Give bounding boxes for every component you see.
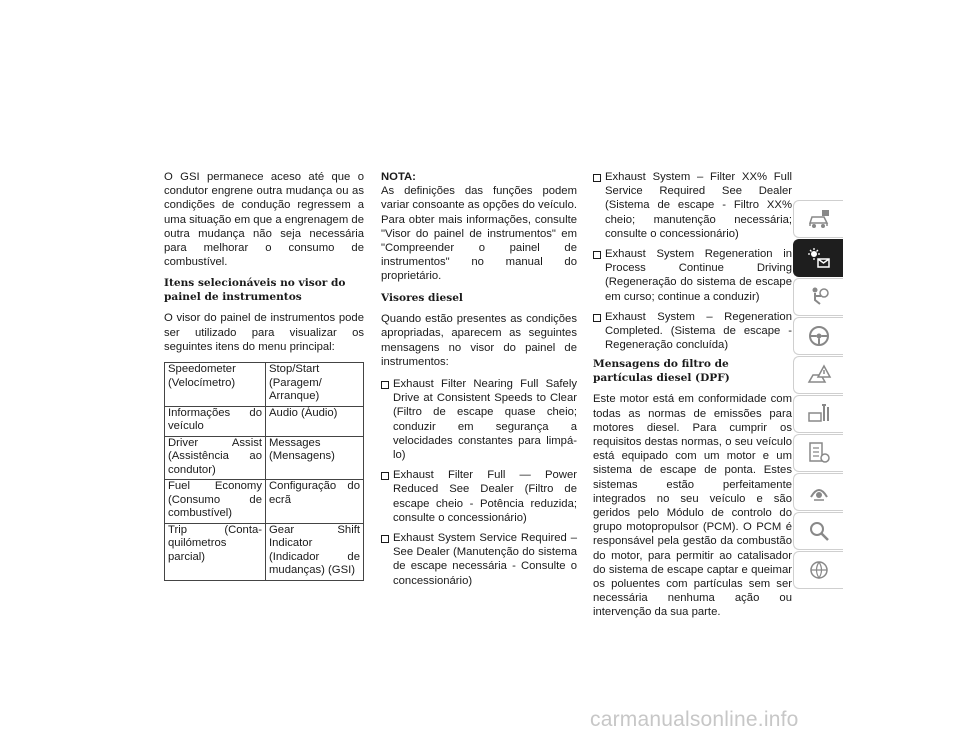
table-row bbox=[165, 436, 364, 480]
list-item-text: Exhaust System Service Required – See Dealer (Manutenção do sistema de escape necessária - Consulte o concessionário) bbox=[393, 531, 577, 587]
menu-items-table bbox=[164, 362, 364, 581]
list-item bbox=[593, 247, 792, 304]
car-info-icon bbox=[806, 206, 832, 232]
tab-emergency[interactable] bbox=[793, 356, 843, 394]
note-label: NOTA: bbox=[381, 171, 416, 183]
service-tools-icon bbox=[806, 401, 832, 427]
list-item bbox=[381, 468, 577, 525]
table-cell: Messages (Mensagens) bbox=[266, 436, 364, 480]
table-cell: Trip (Conta-quilómetros parcial) bbox=[165, 523, 266, 580]
intro-paragraph: O GSI permanece aceso até que o condutor engrene outra mudança ou as condições de condução regressem a uma situação em que a engrenagem de outra mudança não seja necessária para melhorar o consumo de combustível. bbox=[164, 171, 364, 269]
chapter-tab-strip bbox=[793, 200, 843, 590]
table-row bbox=[165, 480, 364, 524]
table-row bbox=[165, 406, 364, 436]
table-cell: Gear Shift Indicator (Indicador de mudanças) (GSI) bbox=[266, 523, 364, 580]
menu-paragraph: O visor do painel de instrumentos pode ser utilizado para visualizar os seguintes itens do menu principal: bbox=[164, 312, 364, 353]
tab-specifications[interactable] bbox=[793, 434, 843, 472]
table-cell: Stop/Start (Paragem/ Arranque) bbox=[266, 363, 364, 407]
checkbox-bullet-icon bbox=[593, 251, 601, 259]
search-index-icon bbox=[806, 518, 832, 544]
table-cell: Driver Assist (Assistência ao condutor) bbox=[165, 436, 266, 480]
language-globe-icon bbox=[806, 557, 832, 583]
exhaust-messages-list bbox=[593, 170, 792, 352]
column-middle bbox=[381, 170, 577, 594]
checkbox-bullet-icon bbox=[381, 535, 389, 543]
roadside-hazard-icon bbox=[806, 362, 832, 388]
list-item-text: Exhaust System – Filter XX% Full Service Required See Dealer (Sistema de escape - Filtro XX% cheio; manutenção necessária; consulte o concessionário) bbox=[605, 171, 792, 240]
table-cell: Configuração do ecrã bbox=[266, 480, 364, 524]
steering-wheel-icon bbox=[806, 323, 832, 349]
section-heading-dpf: Mensagens do filtro de partículas diesel (DPF) bbox=[593, 358, 730, 384]
checkbox-bullet-icon bbox=[593, 174, 601, 182]
table-cell: Audio (Áudio) bbox=[266, 406, 364, 436]
tab-index[interactable] bbox=[793, 512, 843, 550]
list-item bbox=[381, 531, 577, 588]
list-item bbox=[593, 170, 792, 241]
tab-safety[interactable] bbox=[793, 278, 843, 316]
list-item-text: Exhaust System Regeneration in Process Continue Driving (Regeneração do sistema de escape em curso; continue a conduzir) bbox=[605, 248, 792, 303]
note-block bbox=[381, 170, 577, 284]
section-heading-selectable-items: Itens selecionáveis no visor do painel de instrumentos bbox=[164, 277, 346, 303]
table-cell: Speedometer (Velocímetro) bbox=[165, 363, 266, 407]
checkbox-bullet-icon bbox=[593, 314, 601, 322]
dashboard-warning-icon bbox=[806, 245, 832, 271]
multimedia-icon bbox=[806, 479, 832, 505]
table-row bbox=[165, 363, 364, 407]
airbag-safety-icon bbox=[806, 284, 832, 310]
table-cell: Informações do veículo bbox=[165, 406, 266, 436]
section-heading-diesel-displays: Visores diesel bbox=[381, 291, 463, 304]
tab-multimedia[interactable] bbox=[793, 473, 843, 511]
diesel-paragraph: Quando estão presentes as condições apropriadas, aparecem as seguintes mensagens no visor do painel de instrumentos: bbox=[381, 313, 577, 368]
tab-driving[interactable] bbox=[793, 317, 843, 355]
specifications-icon bbox=[806, 440, 832, 466]
table-row bbox=[165, 523, 364, 580]
checkbox-bullet-icon bbox=[381, 472, 389, 480]
column-right bbox=[593, 170, 792, 628]
tab-car-info[interactable] bbox=[793, 200, 843, 238]
list-item bbox=[593, 310, 792, 353]
dpf-paragraph: Este motor está em conformidade com todas as normas de emissões para motores diesel. Para cumprir os requisitos destas normas, o seu veículo está equipado com um motor e um sistema de escape de ponta. Estes sistemas estão perfeitamente integrados no seu veículo e são geridos pelo Módulo de controlo do grupo motopropulsor (PCM). O PCM é responsável pela gestão da combustão do motor, para permitir ao catalisador do sistema de escape captar e queimar os poluentes com partículas sem ser necessária nenhuma ação ou intervenção da sua parte. bbox=[593, 393, 792, 619]
list-item-text: Exhaust Filter Nearing Full Safely Drive at Consistent Speeds to Clear (Filtro de escape quase cheio; conduzir em segurança a velocidades constantes para limpá-lo) bbox=[393, 377, 577, 461]
tab-servicing[interactable] bbox=[793, 395, 843, 433]
table-cell: Fuel Economy (Consumo de combustível) bbox=[165, 480, 266, 524]
watermark: carmanualsonline.info bbox=[590, 708, 799, 731]
note-text: As definições das funções podem variar consoante as opções do veículo. Para obter mais informações, consulte "Visor do painel de instrumentos" em "Compreender o painel de instrumentos" no manual do proprietário. bbox=[381, 185, 577, 283]
checkbox-bullet-icon bbox=[381, 381, 389, 389]
diesel-messages-list bbox=[381, 377, 577, 588]
tab-languages[interactable] bbox=[793, 551, 843, 589]
list-item bbox=[381, 377, 577, 462]
tab-dashboard-warnings[interactable] bbox=[793, 239, 843, 277]
list-item-text: Exhaust System – Regeneration Completed. (Sistema de escape - Regeneração concluída) bbox=[605, 310, 792, 352]
column-left bbox=[164, 170, 364, 581]
list-item-text: Exhaust Filter Full — Power Reduced See Dealer (Filtro de escape cheio - Potência reduzida; consulte o concessionário) bbox=[393, 469, 577, 524]
